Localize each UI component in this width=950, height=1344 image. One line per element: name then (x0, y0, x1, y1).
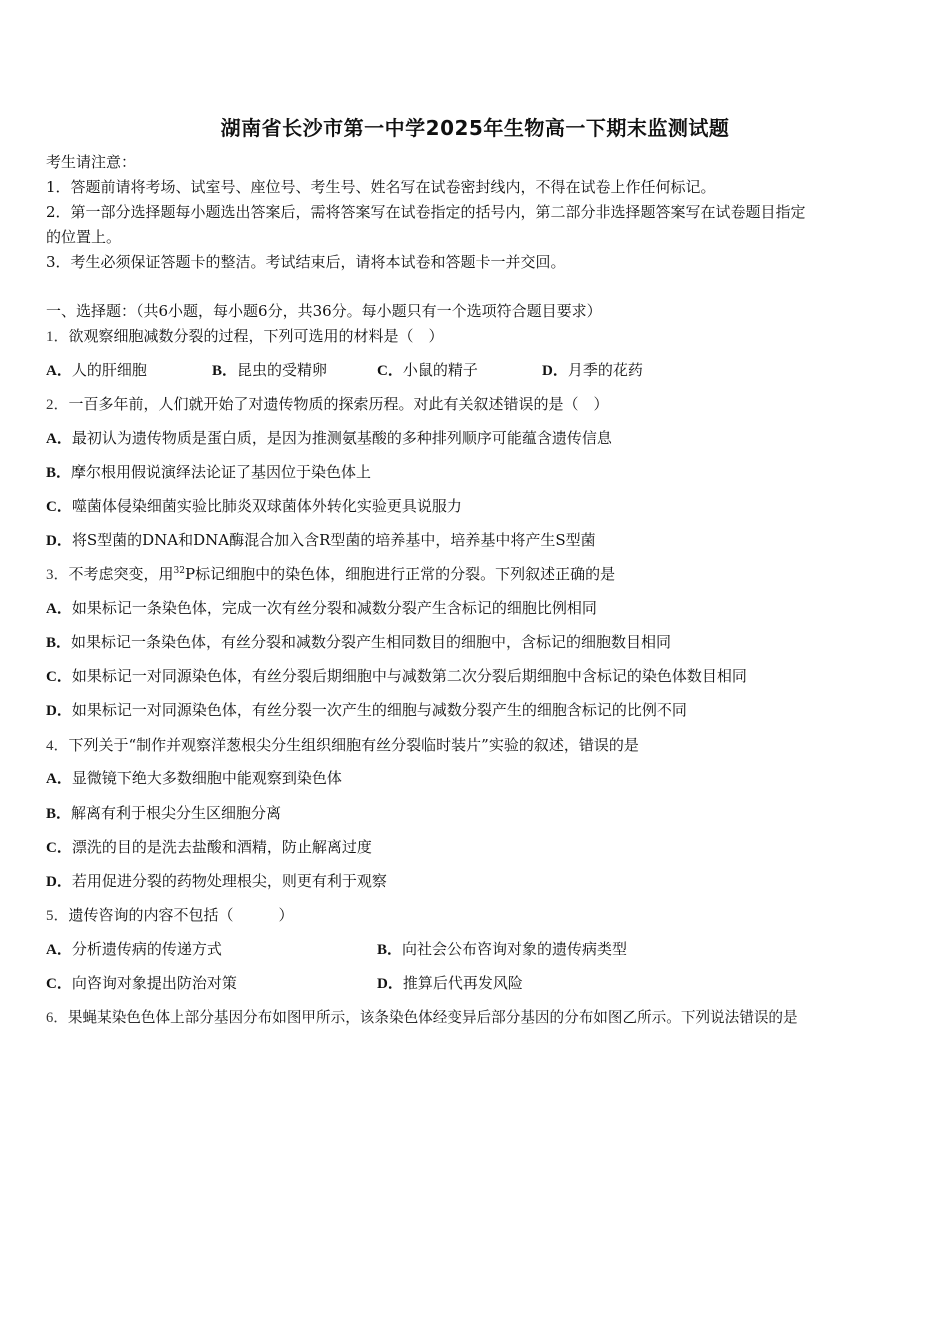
notice-heading: 考生请注意： (46, 153, 137, 171)
question-1-option-c[interactable]: C．小鼠的精子 (377, 361, 478, 379)
question-text: 欲观察细胞减数分裂的过程，下列可选用的材料是（ ） (68, 327, 444, 345)
question-1-option-b[interactable]: B．昆虫的受精卵 (212, 361, 328, 379)
question-2-option-a[interactable]: A．最初认为遗传物质是蛋白质，是因为推测氨基酸的多种排列顺序可能蕴含遗传信息 (46, 429, 612, 447)
question-2-option-d[interactable]: D．将S型菌的DNA和DNA酶混合加入含R型菌的培养基中，培养基中将产生S型菌 (46, 531, 596, 549)
question-5-option-a[interactable]: A．分析遗传病的传递方式 (46, 940, 222, 958)
question-2-option-b[interactable]: B．摩尔根用假说演绎法论证了基因位于染色体上 (46, 463, 372, 481)
question-4-stem: 4．下列关于“制作并观察洋葱根尖分生组织细胞有丝分裂临时装片”实验的叙述，错误的是 (46, 736, 639, 754)
question-4-option-b[interactable]: B．解离有利于根尖分生区细胞分离 (46, 804, 282, 822)
question-2-stem: 2．一百多年前，人们就开始了对遗传物质的探索历程。对此有关叙述错误的是（ ） (46, 395, 609, 413)
question-number: 1． (46, 329, 69, 345)
isotope-superscript: 32 (173, 566, 185, 576)
notice-item-2-cont: 的位置上。 (46, 228, 122, 246)
question-5-stem: 5．遗传咨询的内容不包括（ ） (46, 906, 294, 924)
question-1-stem (46, 326, 444, 347)
question-3-stem: 3．不考虑突变，用$^{32}$P标记细胞中的染色体，细胞进行正常的分裂。下列叙述正确的是 (46, 565, 616, 583)
question-3-option-b[interactable]: B．如果标记一条染色体，有丝分裂和减数分裂产生相同数目的细胞中，含标记的细胞数目相同 (46, 633, 672, 651)
question-3-option-c[interactable]: C．如果标记一对同源染色体，有丝分裂后期细胞中与减数第二次分裂后期细胞中含标记的染色体数目相同 (46, 667, 747, 685)
section-heading: 一、选择题：（共6小题，每小题6分，共36分。每小题只有一个选项符合题目要求） (46, 302, 602, 320)
question-4-option-a[interactable]: A．显微镜下绝大多数细胞中能观察到染色体 (46, 769, 342, 787)
question-5-option-b[interactable]: B．向社会公布咨询对象的遗传病类型 (377, 940, 628, 958)
question-1-option-d[interactable]: D．月季的花药 (542, 361, 643, 379)
question-3-option-d[interactable]: D．如果标记一对同源染色体，有丝分裂一次产生的细胞与减数分裂产生的细胞含标记的比例不同 (46, 701, 687, 719)
question-4-option-c[interactable]: C．漂洗的目的是洗去盐酸和酒精，防止解离过度 (46, 838, 372, 856)
question-4-option-d[interactable]: D．若用促进分裂的药物处理根尖，则更有利于观察 (46, 872, 387, 890)
question-3-option-a[interactable]: A．如果标记一条染色体，完成一次有丝分裂和减数分裂产生含标记的细胞比例相同 (46, 599, 597, 617)
question-2-option-c[interactable]: C．噬菌体侵染细菌实验比肺炎双球菌体外转化实验更具说服力 (46, 497, 462, 515)
question-1-option-a[interactable]: A．人的肝细胞 (46, 361, 147, 379)
notice-item-2: 2．第一部分选择题每小题选出答案后，需将答案写在试卷指定的括号内，第二部分非选择题答案写在试卷题目指定 (46, 203, 806, 221)
question-5-option-c[interactable]: C．向咨询对象提出防治对策 (46, 974, 237, 992)
page-title: 湖南省长沙市第一中学2025年生物高一下期末监测试题 (220, 116, 730, 140)
question-6-stem: 6．果蝇某染色色体上部分基因分布如图甲所示，该条染色体经变异后部分基因的分布如图乙所示。下列说法错误的是 (46, 1009, 798, 1026)
question-5-option-d[interactable]: D．推算后代再发风险 (377, 974, 523, 992)
notice-item-1: 1．答题前请将考场、试室号、座位号、考生号、姓名写在试卷密封线内，不得在试卷上作任何标记。 (46, 178, 716, 196)
notice-item-3: 3．考生必须保证答题卡的整洁。考试结束后，请将本试卷和答题卡一并交回。 (46, 253, 566, 271)
